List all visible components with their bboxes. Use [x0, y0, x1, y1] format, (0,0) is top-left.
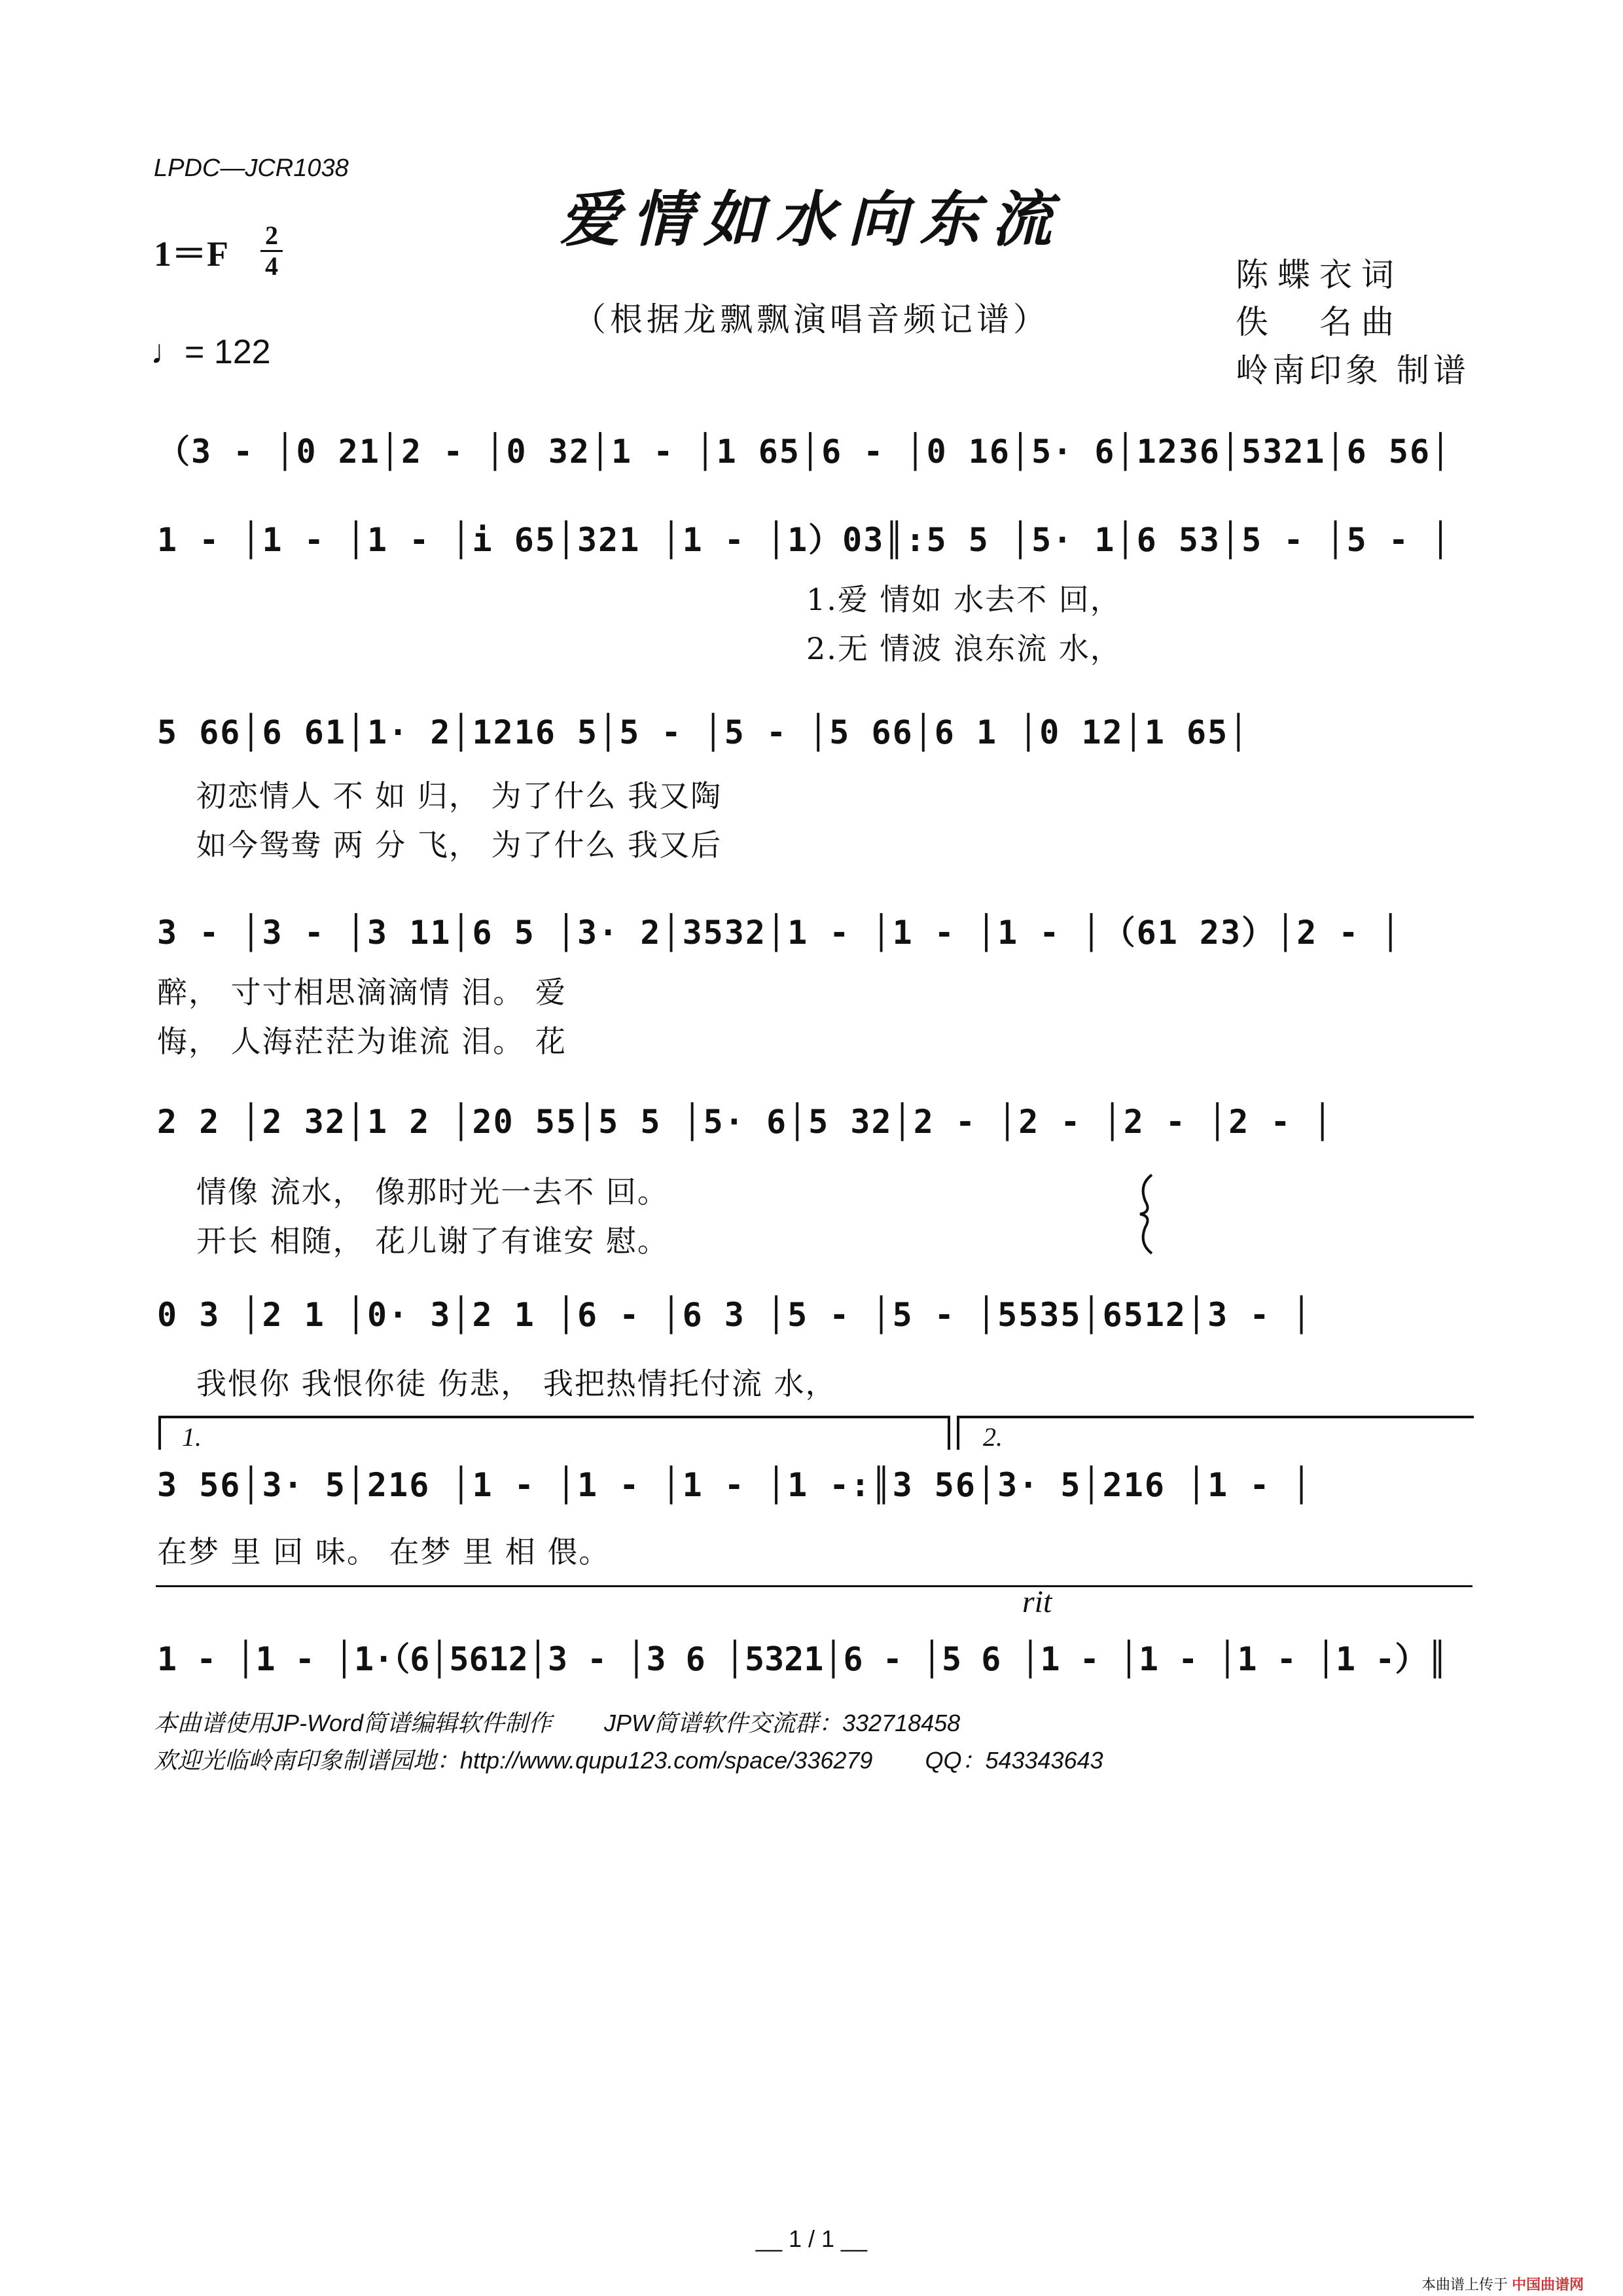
lyricist-credit: 陈蝶衣词: [1236, 256, 1403, 294]
site-logo[interactable]: 中国曲谱网: [1512, 2276, 1584, 2293]
tempo-marking: [151, 332, 271, 372]
notation-line: （3 - │0 21│2 - │0 32│1 - │1 65│6 - │0 16│5· 6│1236│5321│6 56│: [157, 433, 1452, 471]
footer-site[interactable]: 欢迎光临岭南印象制谱园地：http://www.qupu123.com/space/336279: [154, 1747, 873, 1774]
notation-line: 1 - │1 - │1 - │i 65│321 │1 - │1）03║:5 5 │5· 1│6 53│5 - │5 - │: [157, 521, 1452, 559]
ritardando-marking: rit: [1022, 1585, 1052, 1619]
lyric-line: 悔， 人海茫茫为谁流 泪。 花: [157, 1024, 567, 1059]
footer-qq: QQ：543343643: [925, 1747, 1103, 1774]
notation-line: 0 3 │2 1 │0· 3│2 1 │6 - │6 3 │5 - │5 - │5535│6512│3 - │: [157, 1296, 1313, 1334]
time-signature-top: 2: [265, 221, 278, 250]
page-number: __ 1 / 1 __: [755, 2225, 868, 2252]
lyric-line: 情像 流水， 像那时光一去不 回。: [196, 1174, 669, 1210]
lyric-line: 2.无 情波 浪东流 水，: [806, 631, 1122, 666]
composer-credit: 佚 名曲: [1236, 303, 1403, 341]
lyric-line: 醉， 寸寸相思滴滴情 泪。 爱: [157, 975, 567, 1010]
upload-prefix: 本曲谱上传于: [1421, 2276, 1508, 2293]
lyric-line: 初恋情人 不 如 归， 为了什么 我又陶: [196, 778, 722, 814]
upload-note: [1421, 2274, 1584, 2294]
volta-bracket: [948, 1416, 950, 1450]
tie-line: [156, 1585, 1472, 1587]
notation-line: 3 56│3· 5│216 │1 - │1 - │1 - │1 -:║3 56│3· 5│216 │1 - │: [157, 1466, 1313, 1504]
arranger-credit: 岭南印象 制谱: [1236, 351, 1470, 389]
tempo-value: = 122: [185, 333, 271, 371]
footer-software: 本曲谱使用JP-Word简谱编辑软件制作: [154, 1710, 552, 1736]
brace-icon: [1132, 1172, 1158, 1257]
score-code: LPDC—JCR1038: [154, 154, 349, 182]
volta-1-label: 1.: [182, 1422, 202, 1452]
time-signature: [260, 221, 283, 281]
notation-line: 1 - │1 - │1·（6│5612│3 - │3 6 │5321│6 - │5 6 │1 - │1 - │1 - │1 -）║: [157, 1640, 1448, 1678]
lyric-line: 在梦 里 回 味。 在梦 里 相 偎。: [157, 1534, 611, 1570]
footer-software-note: [154, 1705, 960, 1738]
song-title: 爱情如水向东流: [559, 184, 1063, 255]
notation-line: 3 - │3 - │3 11│6 5 │3· 2│3532│1 - │1 - │1 - │（61 23）│2 - │: [157, 914, 1402, 952]
volta-2-label: 2.: [983, 1422, 1003, 1452]
notation-line: 2 2 │2 32│1 2 │20 55│5 5 │5· 6│5 32│2 - │2 - │2 - │2 - │: [157, 1103, 1334, 1141]
footer-group: JPW简谱软件交流群：332718458: [604, 1710, 961, 1736]
lyric-line: 1.爱 情如 水去不 回，: [806, 582, 1122, 617]
footer-site-note: [154, 1742, 1103, 1776]
volta-bracket: [158, 1416, 950, 1418]
key-signature: 1＝F: [154, 234, 228, 274]
lyric-line: 开长 相随， 花儿谢了有谁安 慰。: [196, 1223, 669, 1259]
quarter-note-icon: ♩: [151, 333, 185, 371]
lyric-line: 如今鸳鸯 两 分 飞， 为了什么 我又后: [196, 827, 722, 863]
notation-line: 5 66│6 61│1· 2│1216 5│5 - │5 - │5 66│6 1 │0 12│1 65│: [157, 713, 1250, 751]
volta-bracket: [957, 1416, 1474, 1418]
song-subtitle: （根据龙飘飘演唱音频记谱）: [573, 300, 1050, 338]
time-signature-bottom: 4: [265, 251, 278, 281]
volta-bracket: [957, 1416, 959, 1450]
volta-bracket: [158, 1416, 161, 1450]
lyric-line: 我恨你 我恨你徒 伤悲， 我把热情托付流 水，: [196, 1366, 837, 1401]
